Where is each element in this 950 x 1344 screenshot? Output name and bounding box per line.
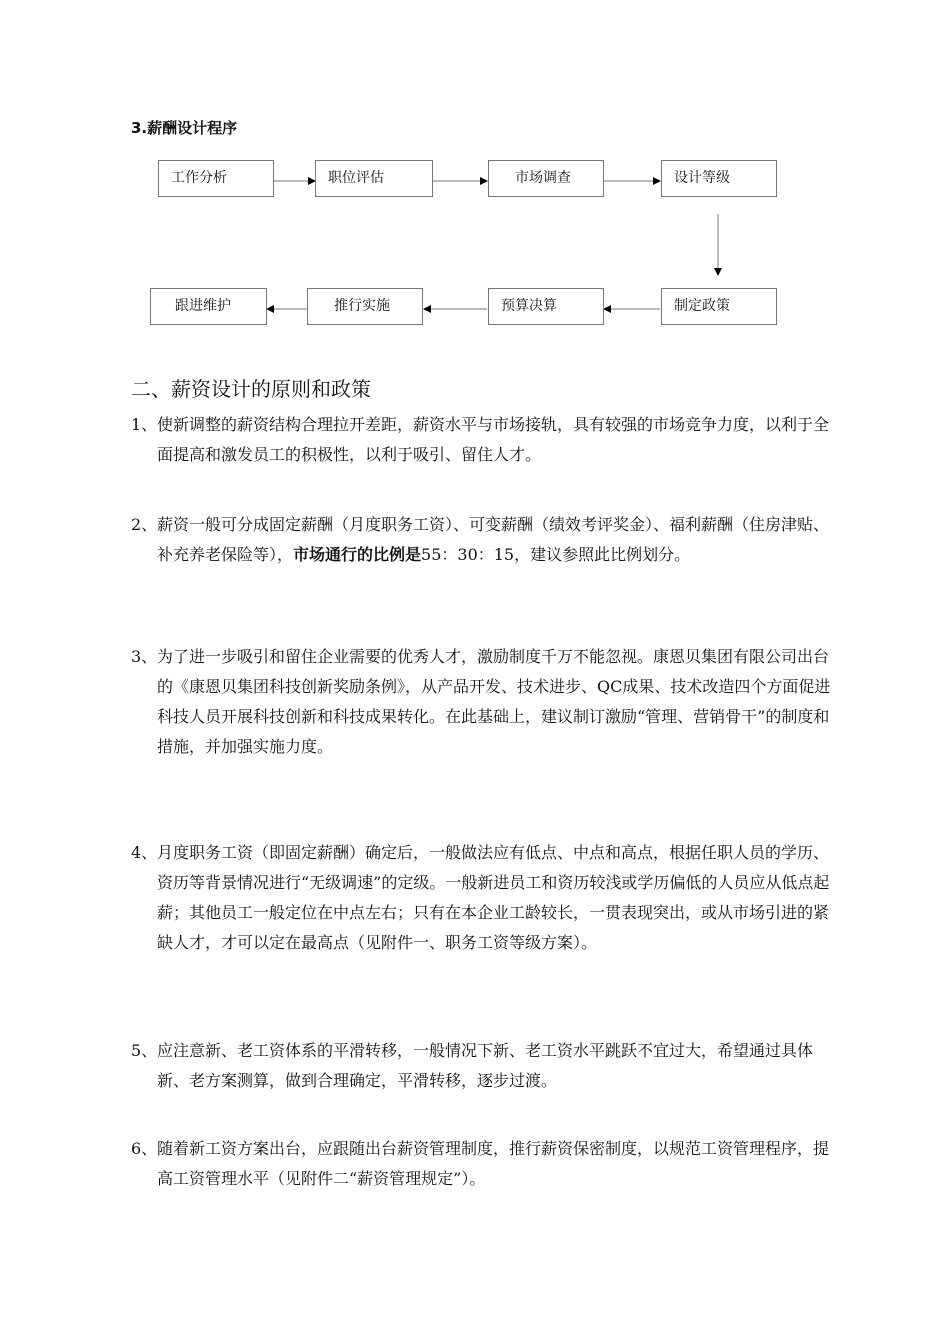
item-text-emphasis: 市场通行的比例是 xyxy=(293,545,422,564)
item-text: 应注意新、老工资体系的平滑转移，一般情况下新、老工资水平跳跃不宜过大，希望通过具体新、老方案测算，做到合理确定，平滑转移，逐步过渡。 xyxy=(157,1041,814,1090)
principle-item-1 xyxy=(131,410,831,470)
flow-step-position-evaluation: 职位评估 xyxy=(315,160,433,197)
item-text: 使新调整的薪资结构合理拉开差距，薪资水平与市场接轨，具有较强的市场竞争力度，以利于全面提高和激发员工的积极性，以利于吸引、留住人才。 xyxy=(157,415,830,464)
flow-step-policy: 制定政策 xyxy=(661,288,777,325)
item-number: 5、 xyxy=(131,1041,158,1060)
flow-step-implementation: 推行实施 xyxy=(307,288,423,325)
item-number: 6、 xyxy=(131,1139,158,1158)
principle-item-6 xyxy=(131,1134,831,1194)
section-heading: 二、薪资设计的原则和政策 xyxy=(131,377,371,401)
item-number: 3、 xyxy=(131,647,158,666)
principle-item-2 xyxy=(131,510,831,570)
item-text: 为了进一步吸引和留住企业需要的优秀人才，激励制度千万不能忽视。康恩贝集团有限公司出台的《康恩贝集团科技创新奖励条例》，从产品开发、技术进步、QC成果、技术改造四个方面促进科技人员开展科技创新和科技成果转化。在此基础上，建议制订激励“管理、营销骨干”的制度和措施，并加强实施力度。 xyxy=(157,647,831,756)
section-title: 3.薪酬设计程序 xyxy=(131,119,238,137)
item-text-part: 薪资一般可分成固定薪酬（月度职务工资）、可变薪酬（绩效考评奖金）、福利薪酬（住房津贴、补充养老保险等）， xyxy=(157,515,830,564)
flow-step-design-grades: 设计等级 xyxy=(661,160,777,197)
item-number: 4、 xyxy=(131,843,158,862)
principle-item-3 xyxy=(131,642,831,762)
flowchart-arrows xyxy=(0,0,950,340)
item-number: 1、 xyxy=(131,415,158,434)
flow-step-follow-up: 跟进维护 xyxy=(150,288,267,325)
principle-item-5 xyxy=(131,1036,831,1096)
item-text: 随着新工资方案出台，应跟随出台薪资管理制度，推行薪资保密制度，以规范工资管理程序，提高工资管理水平（见附件二“薪资管理规定”）。 xyxy=(157,1139,830,1188)
flow-step-budget: 预算决算 xyxy=(488,288,604,325)
item-text xyxy=(131,510,831,570)
flow-step-market-survey: 市场调查 xyxy=(488,160,604,197)
item-text: 月度职务工资（即固定薪酬）确定后，一般做法应有低点、中点和高点，根据任职人员的学历、资历等背景情况进行“无级调速”的定级。一般新进员工和资历较浅或学历偏低的人员应从低点起薪；其他员工一般定位在中点左右；只有在本企业工龄较长，一贯表现突出，或从市场引进的紧缺人才，才可以定在最高点（见附件一、职务工资等级方案）。 xyxy=(157,843,830,952)
flow-step-job-analysis: 工作分析 xyxy=(158,160,274,197)
item-number: 2、 xyxy=(131,515,158,534)
item-text-part: 55：30：15，建议参照此比例划分。 xyxy=(421,545,691,564)
principle-item-4 xyxy=(131,838,831,958)
